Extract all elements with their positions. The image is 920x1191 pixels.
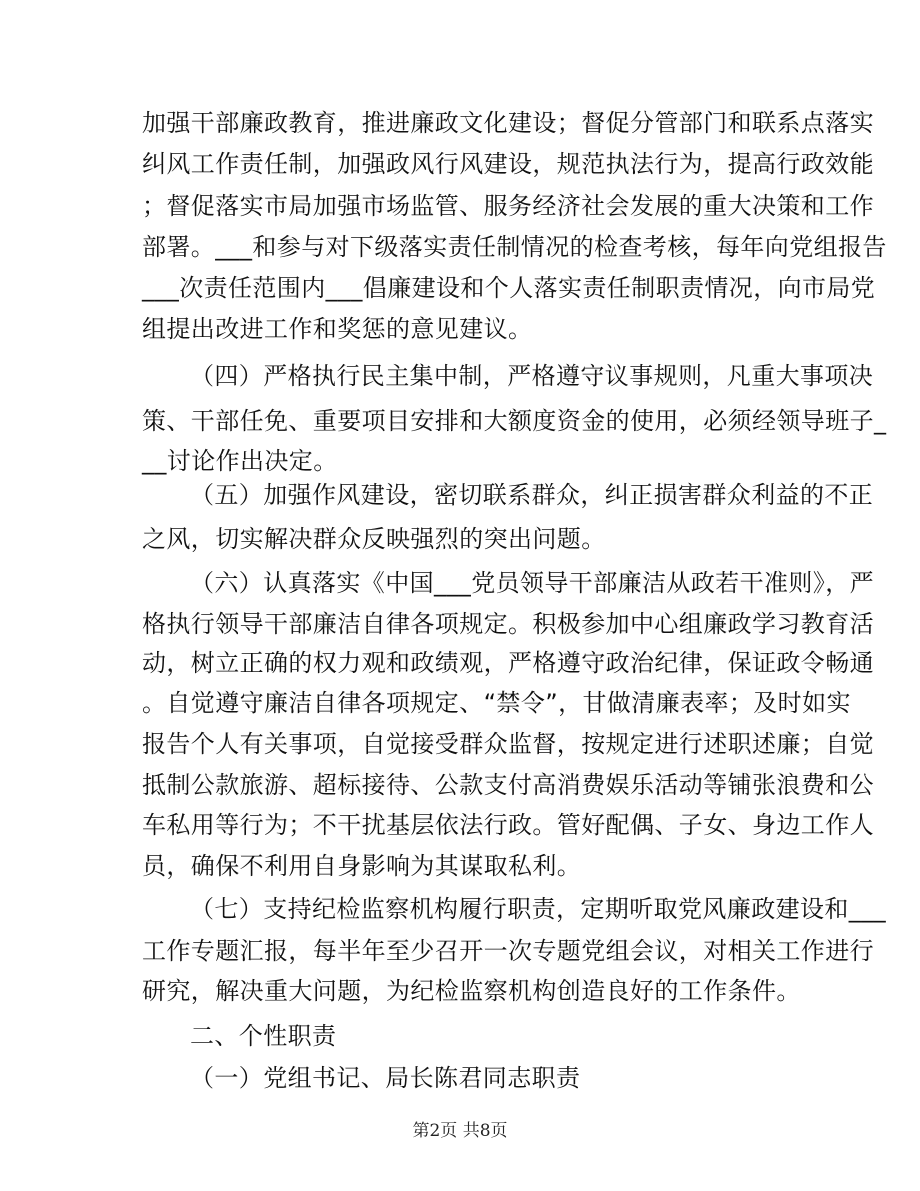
subsection-heading-secretary-duties: （一）党组书记、局长陈君同志职责 (190, 1064, 581, 1092)
paragraph-6-line-3: 动，树立正确的权力观和政绩观，严格遵守政治纪律，保证政令畅通 (142, 649, 874, 677)
section-heading-personal-duties: 二、个性职责 (190, 1022, 337, 1050)
paragraph-4-line-3: __讨论作出决定。 (142, 447, 338, 475)
paragraph-6-line-6: 抵制公款旅游、超标接待、公款支付高消费娱乐活动等铺张浪费和公 (142, 771, 874, 799)
paragraph-5-line-1: （五）加强作风建设，密切联系群众，纠正损害群众利益的不正 (190, 481, 874, 509)
paragraph-7-line-2: 工作专题汇报，每半年至少召开一次专题党组会议，对相关工作进行 (142, 937, 874, 965)
paragraph-5-line-2: 之风，切实解决群众反映强烈的突出问题。 (142, 525, 606, 553)
paragraph-6-line-5: 报告个人有关事项，自觉接受群众监督，按规定进行述职述廉；自觉 (142, 730, 874, 758)
page-number: 第2页 共8页 (412, 1121, 508, 1141)
text-line-5: ___次责任范围内___倡廉建设和个人落实责任制职责情况，向市局党 (142, 274, 876, 302)
paragraph-6-line-1: （六）认真落实《中国___党员领导干部廉洁从政若干准则》，严 (190, 569, 874, 597)
paragraph-4-line-1: （四）严格执行民主集中制，严格遵守议事规则，凡重大事项决 (190, 362, 874, 390)
paragraph-6-line-7: 车私用等行为；不干扰基层依法行政。管好配偶、子女、身边工作人 (142, 811, 874, 839)
text-line-1: 加强干部廉政教育，推进廉政文化建设；督促分管部门和联系点落实 (142, 109, 874, 137)
text-line-6: 组提出改进工作和奖惩的意见建议。 (142, 315, 533, 343)
paragraph-6-line-8: 员，确保不利用自身影响为其谋取私利。 (142, 852, 582, 880)
paragraph-6-line-2: 格执行领导干部廉洁自律各项规定。积极参加中心组廉政学习教育活 (142, 610, 874, 638)
paragraph-7-line-1: （七）支持纪检监察机构履行职责，定期听取党风廉政建设和___ (190, 895, 886, 923)
text-line-3: ；督促落实市局加强市场监管、服务经济社会发展的重大决策和工作 (142, 192, 874, 220)
paragraph-4-line-2: 策、干部任免、重要项目安排和大额度资金的使用，必须经领导班子_ (142, 407, 887, 435)
text-line-4: 部署。___和参与对下级落实责任制情况的检查考核，每年向党组报告 (142, 233, 887, 261)
paragraph-7-line-3: 研究，解决重大问题，为纪检监察机构创造良好的工作条件。 (142, 977, 801, 1005)
paragraph-6-line-4: 。自觉遵守廉洁自律各项规定、“禁令”，甘做清廉表率；及时如实 (142, 689, 851, 717)
text-line-2: 纠风工作责任制，加强政风行风建设，规范执法行为，提高行政效能 (142, 150, 874, 178)
